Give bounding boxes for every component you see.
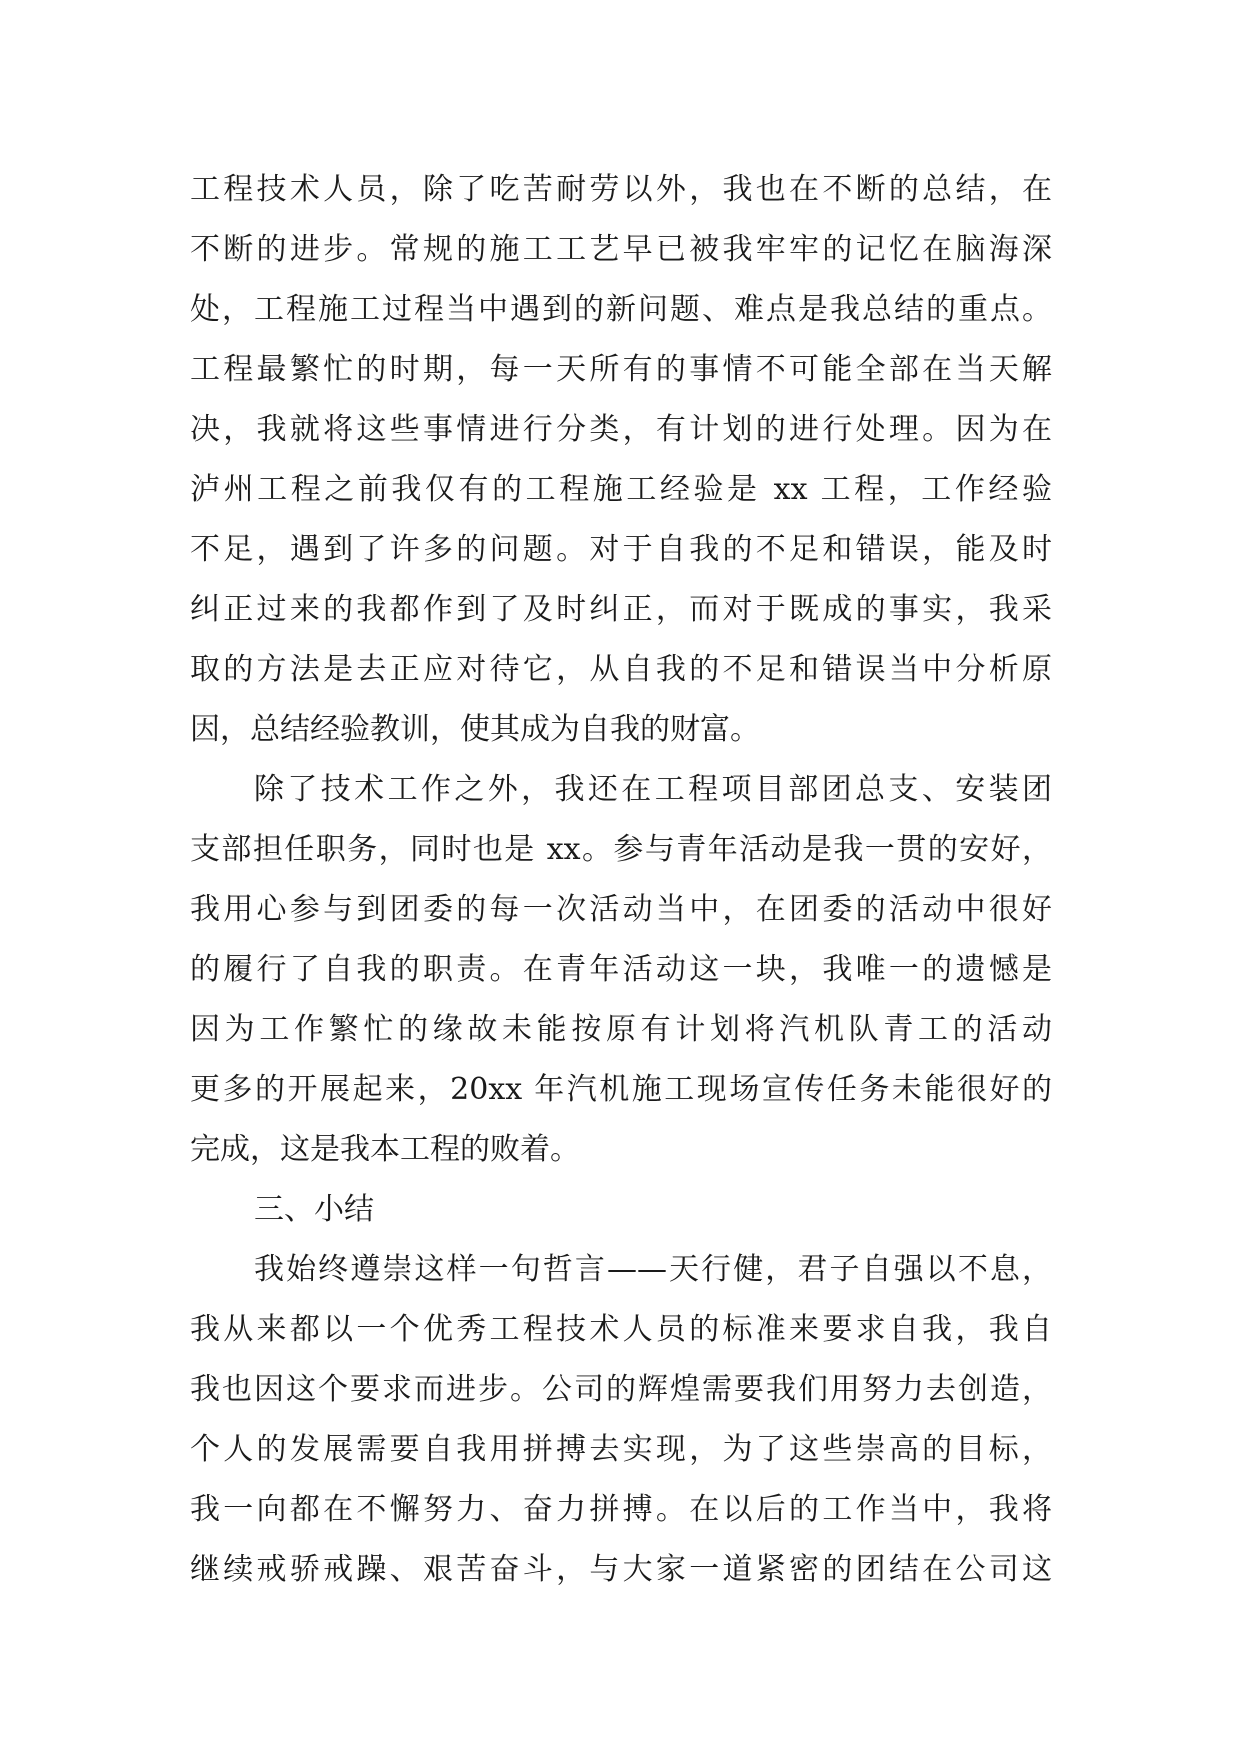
text-line: 因为工作繁忙的缘故未能按原有计划将汽机队青工的活动	[190, 1012, 1052, 1047]
paragraph-start-line: 除了技术工作之外，我还在工程项目部团总支、安装团	[254, 772, 1052, 807]
text-line: 纠正过来的我都作到了及时纠正，而对于既成的事实，我采	[190, 592, 1052, 627]
text-line: 更多的开展起来，20xx 年汽机施工现场宣传任务未能很好的	[190, 1072, 1052, 1107]
paragraph-start-line: 我始终遵崇这样一句哲言——天行健，君子自强以不息，	[254, 1252, 1052, 1287]
text-line: 个人的发展需要自我用拼搏去实现，为了这些崇高的目标，	[190, 1432, 1052, 1467]
text-line: 泸州工程之前我仅有的工程施工经验是 xx 工程，工作经验	[190, 472, 1052, 507]
text-line: 工程最繁忙的时期，每一天所有的事情不可能全部在当天解	[190, 352, 1052, 387]
text-line: 我也因这个要求而进步。公司的辉煌需要我们用努力去创造，	[190, 1372, 1052, 1407]
section-heading: 三、小结	[254, 1192, 374, 1227]
body-text	[190, 160, 1052, 1600]
paragraph-end-line: 因，总结经验教训，使其成为自我的财富。	[190, 712, 760, 747]
text-line: 工程技术人员，除了吃苦耐劳以外，我也在不断的总结，在	[190, 172, 1052, 207]
paragraph-end-line: 完成，这是我本工程的败着。	[190, 1132, 580, 1167]
text-line: 继续戒骄戒躁、艰苦奋斗，与大家一道紧密的团结在公司这	[190, 1552, 1052, 1587]
text-line: 支部担任职务，同时也是 xx。参与青年活动是我一贯的安好，	[190, 832, 1052, 867]
text-line: 决，我就将这些事情进行分类，有计划的进行处理。因为在	[190, 412, 1052, 447]
text-line: 不足，遇到了许多的问题。对于自我的不足和错误，能及时	[190, 532, 1052, 567]
text-line: 我从来都以一个优秀工程技术人员的标准来要求自我，我自	[190, 1312, 1052, 1347]
text-line: 我用心参与到团委的每一次活动当中，在团委的活动中很好	[190, 892, 1052, 927]
text-line: 我一向都在不懈努力、奋力拼搏。在以后的工作当中，我将	[190, 1492, 1052, 1527]
text-line: 处，工程施工过程当中遇到的新问题、难点是我总结的重点。	[190, 292, 1052, 327]
text-line: 不断的进步。常规的施工工艺早已被我牢牢的记忆在脑海深	[190, 232, 1052, 267]
text-line: 取的方法是去正应对待它，从自我的不足和错误当中分析原	[190, 652, 1052, 687]
text-line: 的履行了自我的职责。在青年活动这一块，我唯一的遗憾是	[190, 952, 1052, 987]
